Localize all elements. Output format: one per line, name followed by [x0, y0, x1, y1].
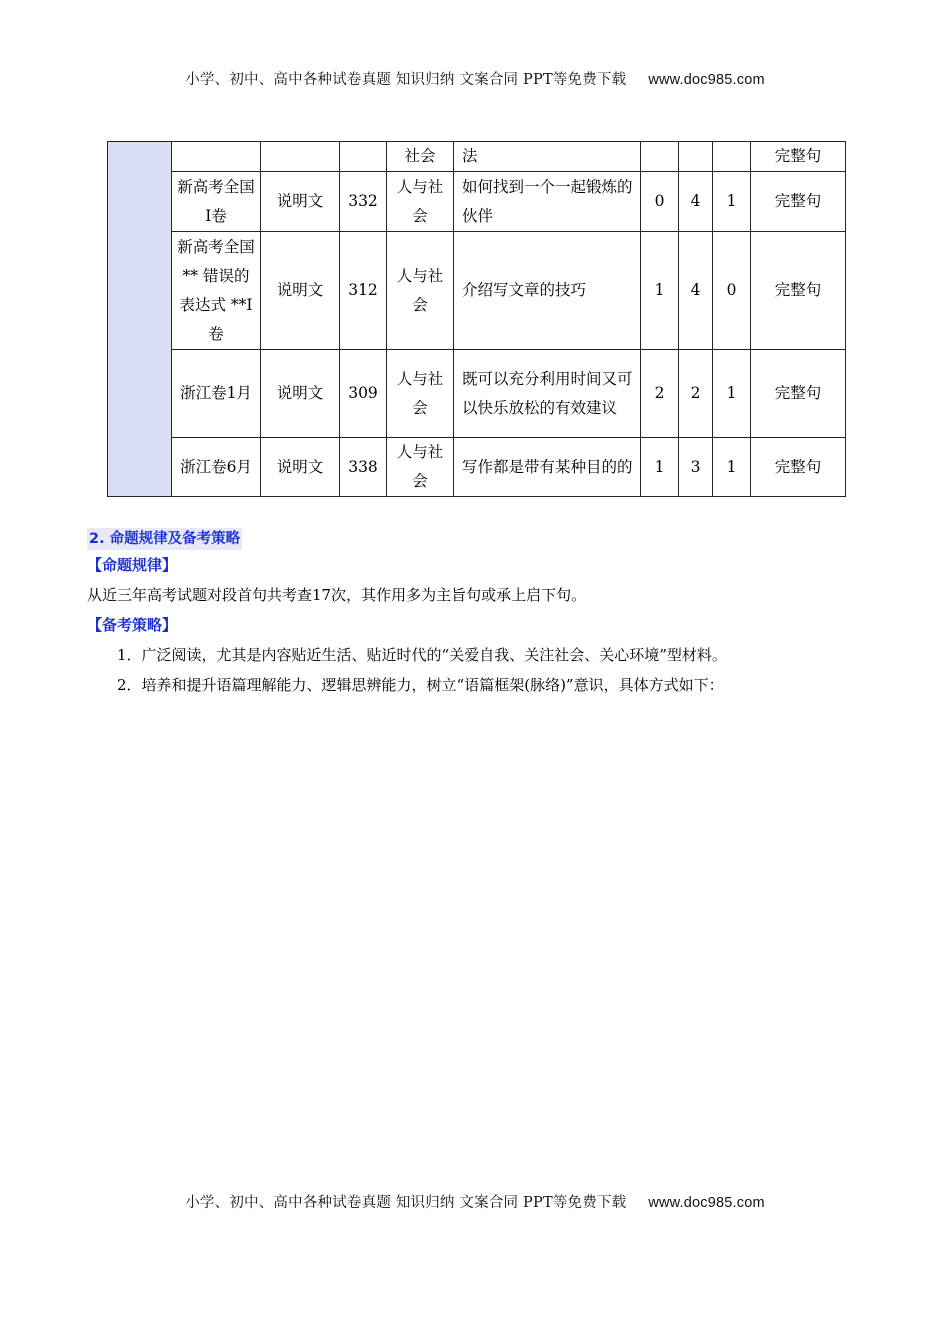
strategy-item: 1．广泛阅读，尤其是内容贴近生活、贴近时代的“关爱自我、关注社会、关心环境”型材料。 [117, 646, 727, 664]
cell-count-b: 4 [679, 172, 713, 232]
table-row [108, 438, 846, 497]
cell-topic: 介绍写文章的技巧 [454, 232, 641, 350]
cell-count-b: 3 [679, 438, 713, 497]
cell-genre [261, 142, 340, 172]
cell-theme: 人与社会 [387, 232, 454, 350]
cell-count-b: 2 [679, 350, 713, 438]
cell-theme: 人与社会 [387, 438, 454, 497]
footer-text: 小学、初中、高中各种试卷真题 知识归纳 文案合同 PPT等免费下载 [185, 1195, 627, 1211]
cell-count-a: 1 [641, 438, 679, 497]
cell-type: 完整句 [751, 232, 846, 350]
cell-type: 完整句 [751, 172, 846, 232]
cell-topic: 法 [454, 142, 641, 172]
table-row [108, 142, 846, 172]
cell-count-b: 4 [679, 232, 713, 350]
cell-type: 完整句 [751, 142, 846, 172]
page-footer [0, 1191, 950, 1212]
cell-words: 332 [340, 172, 387, 232]
cell-paper: 新高考全国** 错误的表达式 **I 卷 [172, 232, 261, 350]
cell-paper: 浙江卷1月 [172, 350, 261, 438]
table-row [108, 232, 846, 350]
cell-paper [172, 142, 261, 172]
table-row [108, 350, 846, 438]
cell-count-b [679, 142, 713, 172]
cell-count-c: 1 [713, 172, 751, 232]
header-url[interactable]: www.doc985.com [648, 72, 765, 88]
rule-text: 从近三年高考试题对段首句共考查17次，其作用多为主旨句或承上启下句。 [87, 586, 587, 604]
cell-genre: 说明文 [261, 438, 340, 497]
side-column [108, 142, 172, 497]
cell-topic: 如何找到一个一起锻炼的伙伴 [454, 172, 641, 232]
cell-count-a: 2 [641, 350, 679, 438]
cell-theme: 社会 [387, 142, 454, 172]
cell-count-a [641, 142, 679, 172]
table-row [108, 172, 846, 232]
strategy-heading: 【备考策略】 [87, 616, 178, 634]
cell-count-c: 1 [713, 438, 751, 497]
cell-theme: 人与社会 [387, 172, 454, 232]
cell-words: 338 [340, 438, 387, 497]
cell-words: 309 [340, 350, 387, 438]
section-body [87, 528, 867, 700]
cell-genre: 说明文 [261, 232, 340, 350]
cell-words: 312 [340, 232, 387, 350]
cell-count-c: 0 [713, 232, 751, 350]
footer-url[interactable]: www.doc985.com [648, 1195, 765, 1211]
cell-count-a: 0 [641, 172, 679, 232]
rule-heading: 【命题规律】 [87, 556, 178, 574]
cell-genre: 说明文 [261, 172, 340, 232]
cell-count-c: 1 [713, 350, 751, 438]
header-text: 小学、初中、高中各种试卷真题 知识归纳 文案合同 PPT等免费下载 [185, 72, 627, 88]
cell-genre: 说明文 [261, 350, 340, 438]
strategy-item: 2．培养和提升语篇理解能力、逻辑思辨能力，树立“语篇框架(脉络)”意识，具体方式如下： [117, 676, 724, 694]
cell-words [340, 142, 387, 172]
cell-topic: 写作都是带有某种目的的 [454, 438, 641, 497]
cell-theme: 人与社会 [387, 350, 454, 438]
cell-type: 完整句 [751, 438, 846, 497]
cell-paper: 浙江卷6月 [172, 438, 261, 497]
cell-count-a: 1 [641, 232, 679, 350]
cell-paper: 新高考全国I卷 [172, 172, 261, 232]
page-header [0, 68, 950, 89]
exam-table [107, 141, 846, 497]
cell-count-c [713, 142, 751, 172]
section-title: 2. 命题规律及备考策略 [87, 528, 242, 550]
cell-type: 完整句 [751, 350, 846, 438]
cell-topic: 既可以充分利用时间又可以快乐放松的有效建议 [454, 350, 641, 438]
